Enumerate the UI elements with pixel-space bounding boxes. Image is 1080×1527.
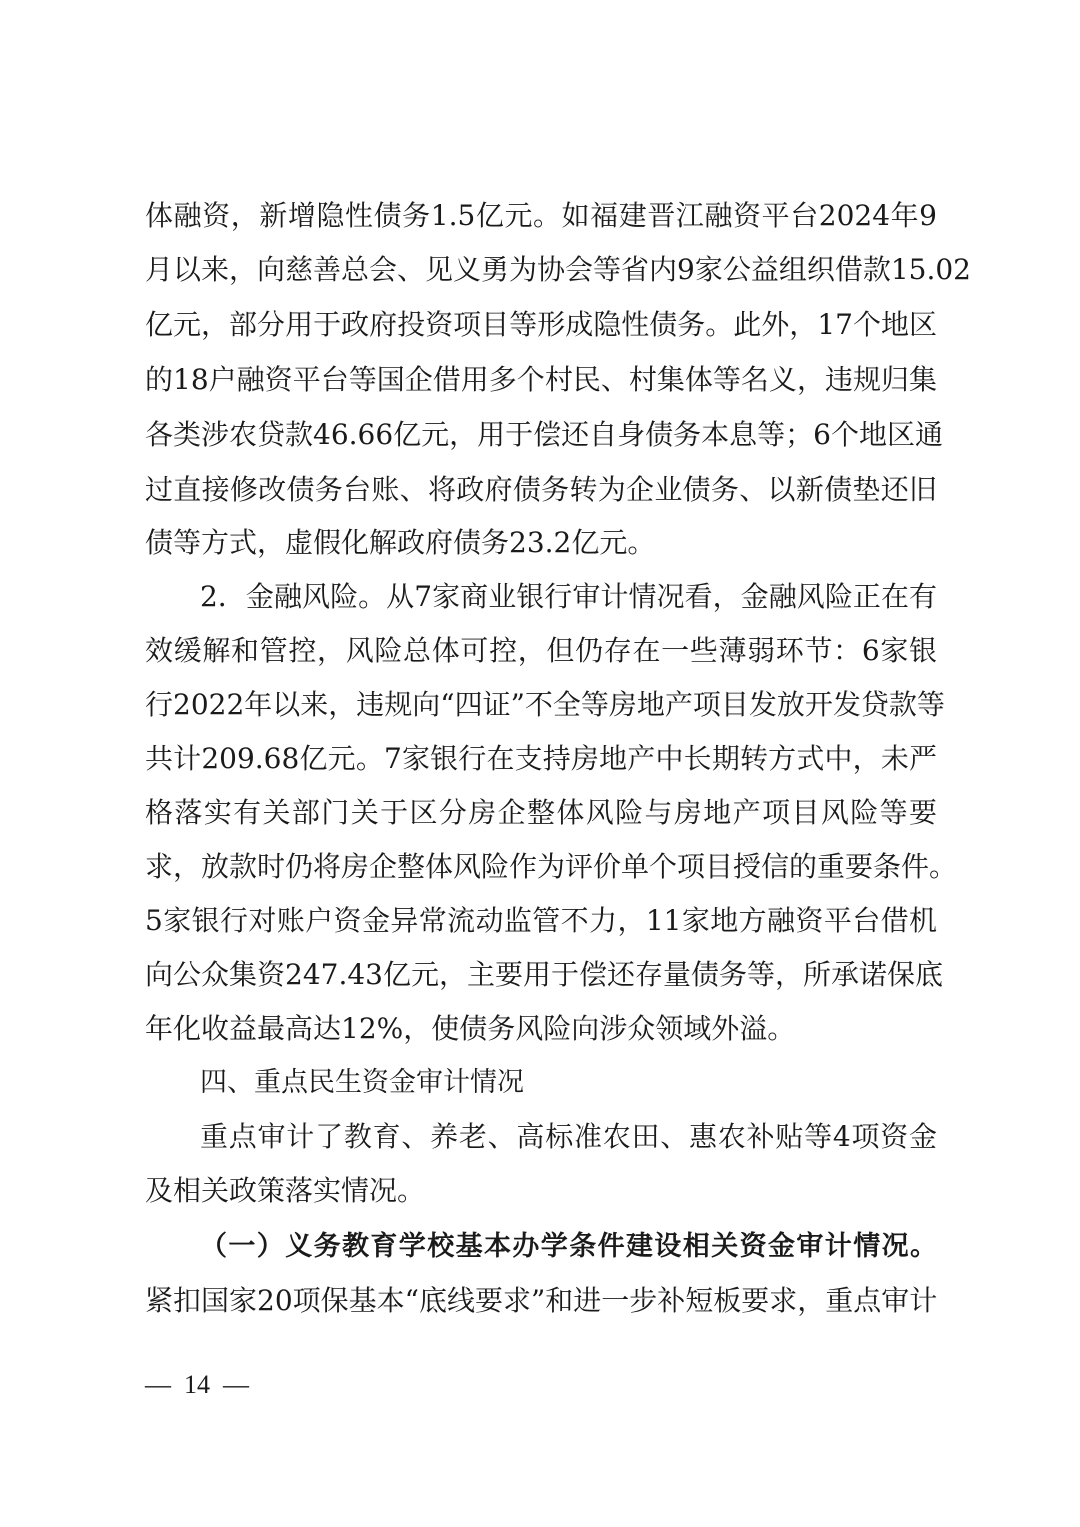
text-line: 亿元，部分用于政府投资项目等形成隐性债务。此外，17个地区 bbox=[145, 308, 937, 341]
subsection-heading: （一）义务教育学校基本办学条件建设相关资金审计情况。 bbox=[200, 1231, 937, 1262]
section-heading: 四、重点民生资金审计情况 bbox=[200, 1067, 524, 1098]
text-line: 月以来，向慈善总会、见义勇为协会等省内9家公益组织借款15.02 bbox=[145, 253, 971, 286]
text-line: 共计209.68亿元。7家银行在支持房地产中长期转方式中，未严 bbox=[145, 742, 937, 775]
text-line: 年化收益最高达12%，使债务风险向涉众领域外溢。 bbox=[145, 1012, 796, 1045]
text-line: 效缓解和管控，风险总体可控，但仍存在一些薄弱环节：6家银 bbox=[145, 634, 937, 667]
text-line: 向公众集资247.43亿元，主要用于偿还存量债务等，所承诺保底 bbox=[145, 958, 943, 991]
text-line: 重点审计了教育、养老、高标准农田、惠农补贴等4项资金 bbox=[200, 1120, 937, 1153]
text-line: 过直接修改债务台账、将政府债务转为企业债务、以新债垫还旧 bbox=[145, 473, 937, 506]
text-line: 体融资，新增隐性债务1.5亿元。如福建晋江融资平台2024年9 bbox=[145, 199, 937, 232]
text-line: 行2022年以来，违规向“四证”不全等房地产项目发放开发贷款等 bbox=[145, 688, 945, 721]
page-number: — 14 — bbox=[145, 1370, 249, 1399]
text-line: 2．金融风险。从7家商业银行审计情况看，金融风险正在有 bbox=[200, 580, 937, 613]
text-line: 债等方式，虚假化解政府债务23.2亿元。 bbox=[145, 526, 656, 559]
text-line: 的18户融资平台等国企借用多个村民、村集体等名义，违规归集 bbox=[145, 363, 937, 396]
text-line: 紧扣国家20项保基本“底线要求”和进一步补短板要求，重点审计 bbox=[145, 1284, 938, 1317]
text-line: 及相关政策落实情况。 bbox=[145, 1174, 426, 1207]
text-line: 求，放款时仍将房企整体风险作为评价单个项目授信的重要条件。 bbox=[145, 850, 958, 883]
text-line: 各类涉农贷款46.66亿元，用于偿还自身债务本息等；6个地区通 bbox=[145, 418, 943, 451]
text-line: 格落实有关部门关于区分房企整体风险与房地产项目风险等要 bbox=[145, 796, 937, 829]
text-line: 5家银行对账户资金异常流动监管不力，11家地方融资平台借机 bbox=[145, 904, 937, 937]
